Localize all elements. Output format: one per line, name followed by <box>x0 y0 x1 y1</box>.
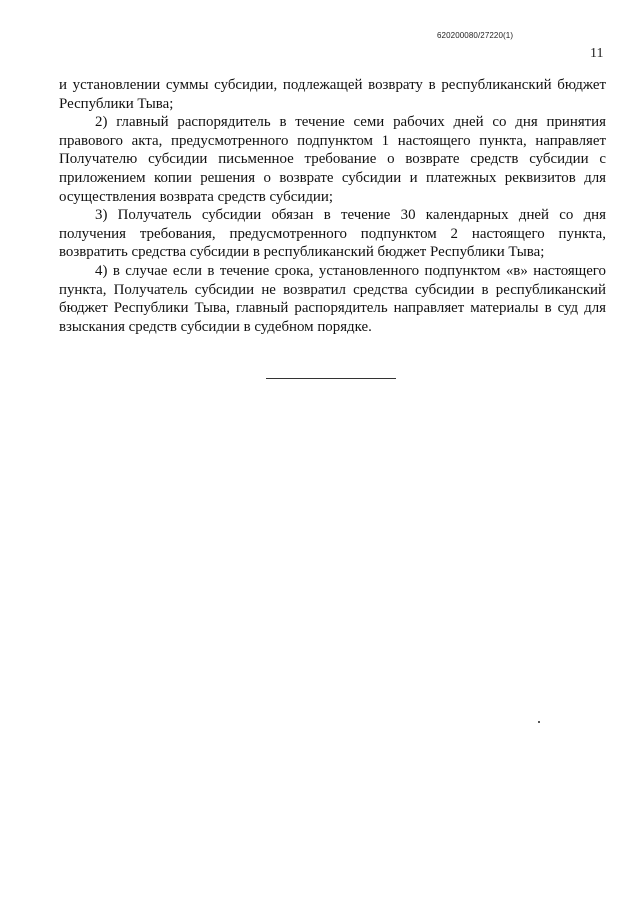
scan-speck <box>538 721 540 723</box>
paragraph-item-2: 2) главный распорядитель в течение семи рабочих дней со дня принятия правового акта, предусмотренного подпунктом 1 настоящего пункта, направляет Получателю субсидии письменное требование о возврате средств субсидии с приложением копии решения о возврате субсидии и платежных реквизитов для осуществления возврата средств субсидии; <box>59 114 606 205</box>
document-body <box>59 76 606 336</box>
page-number: 11 <box>590 46 604 61</box>
paragraph-continuation: и установлении суммы субсидии, подлежащей возврату в республиканский бюджет Республики Тыва; <box>59 77 606 112</box>
paragraph-item-4: 4) в случае если в течение срока, установленного подпунктом «в» настоящего пункта, Получатель субсидии не возвратил средства субсидии в республиканский бюджет Республики Тыва, главный распорядитель направляет материалы в суд для взыскания средств субсидии в судебном порядке. <box>59 262 606 335</box>
closing-divider-line <box>266 378 396 379</box>
paragraph-item-3: 3) Получатель субсидии обязан в течение 30 календарных дней со дня получения требования, предусмотренного подпунктом 2 настоящего пункта, возвратить средства субсидии в республиканский бюджет Республики Тыва; <box>59 207 606 261</box>
document-registration-number: 620200080/27220(1) <box>437 31 514 40</box>
